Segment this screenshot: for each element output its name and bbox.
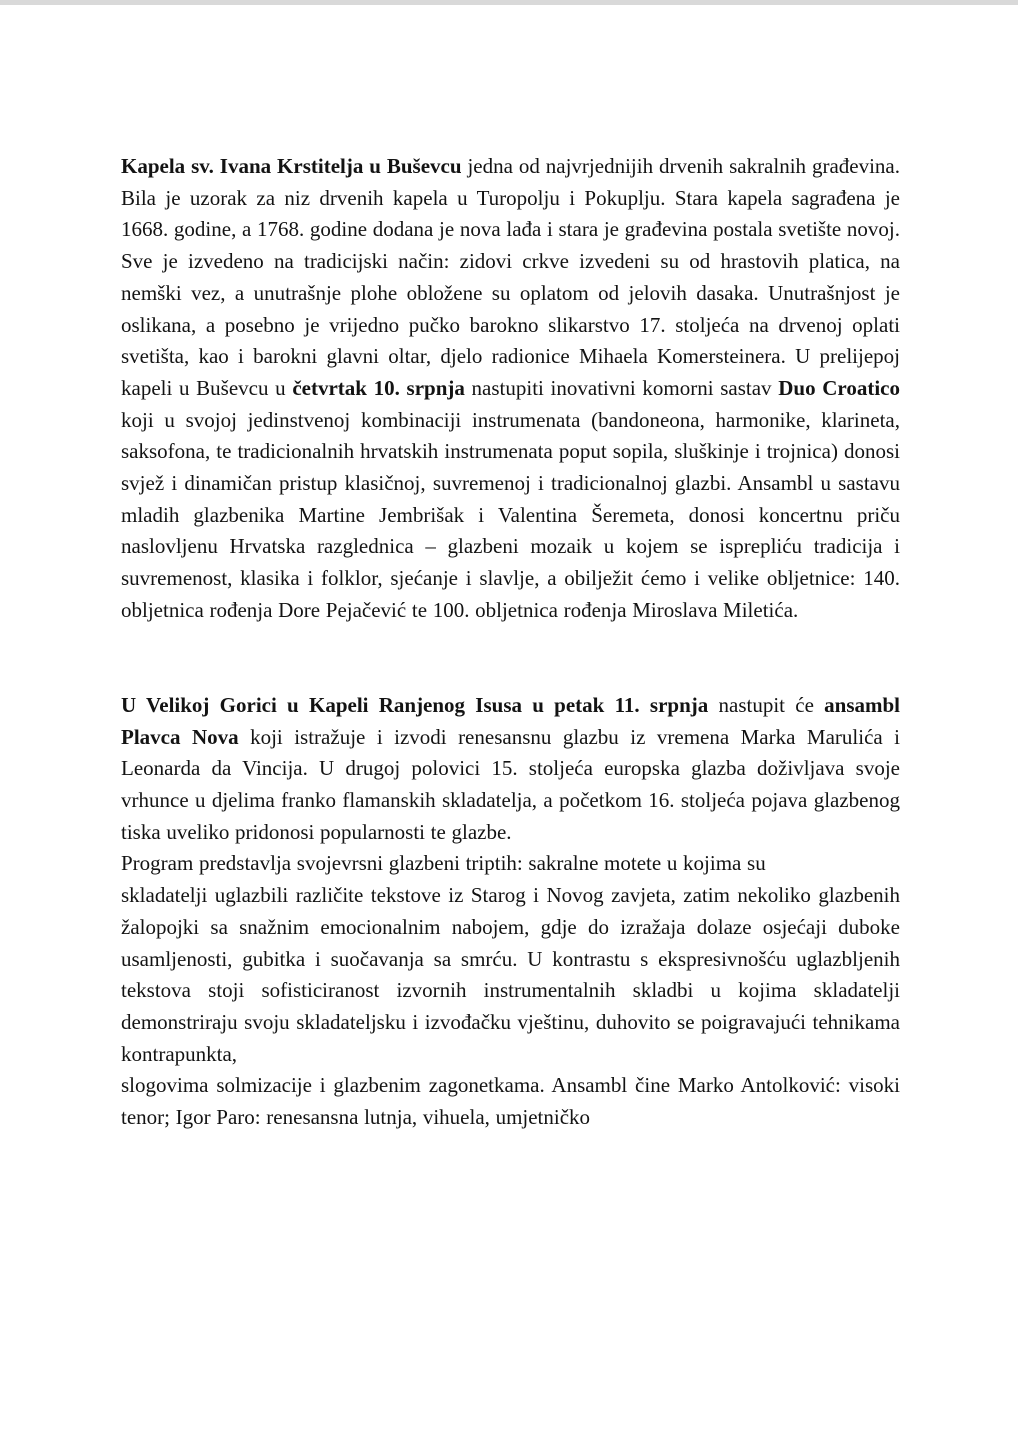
- window-top-edge: [0, 0, 1018, 5]
- text-run: koji istražuje i izvodi renesansnu glazbu iz vremena Marka Marulića i Leonarda da Vincija. U drugoj polovici 15. stoljeća europska glazba doživljava svoje vrhunce u djelima franko flamanskih skladatelja, a početkom 16. stoljeća pojava glazbenog tiska uveliko pridonosi popularnosti te glazbe.: [121, 724, 901, 844]
- text-run-bold: ansambl Plavca Nova: [121, 692, 900, 749]
- text-run-bold: Kapela sv. Ivana Krstitelja u Buševcu: [121, 154, 462, 178]
- paragraph-kapela-busevcu: [121, 151, 900, 627]
- text-run: skladatelji uglazbili različite tekstove iz Starog i Novog zavjeta, zatim nekoliko glazbenih žalopojki sa snažnim emocionalnim nabojem, gdje do izražaja dolaze osjećaji duboke usamljenosti, gubitka i suočavanja sa smrću. U kontrastu s ekspresivnošću uglazbljenih tekstova stoji sofisticiranost izvornih instrumentalnih skladbi u kojima skladatelji demonstriraju svoju skladateljsku i izvođačku vještinu, duhovito se poigravajući tehnikama kontrapunkta,: [121, 883, 900, 1066]
- document-text: [121, 151, 900, 1134]
- text-run: nastupiti inovativni komorni sastav: [464, 375, 779, 400]
- text-run-bold: U Velikoj Gorici u Kapeli Ranjenog Isusa u petak 11. srpnja: [121, 692, 709, 717]
- text-run: jedna od najvrjednijih drvenih sakralnih građevina. Bila je uzorak za niz drvenih kapela u Turopolju i Pokuplju. Stara kapela sagrađena je 1668. godine, a 1768. godine dodana je nova lađa i stara je građevina postala svetište novoj. Sve je izvedeno na tradicijski način: zidovi crkve izvedeni su od hrastovih platica, na nemški vez, a unutrašnje plohe obložene su oplatom od jelovih dasaka. Unutrašnjost je oslikana, a posebno je vrijedno pučko barokno slikarstvo 17. stoljeća na drvenoj oplati svetišta, kao i barokni glavni oltar, djelo radionice Mihaela Komersteinera. U prelijepoj kapeli u Buševcu u: [121, 154, 901, 400]
- text-run: koji u svojoj jedinstvenoj kombinaciji instrumenata (bandoneona, harmonike, klarineta, saksofona, te tradicionalnih hrvatskih instrumenata poput sopila, sluškinje i trojnica) donosi svjež i dinamičan pristup klasičnoj, suvremenoj i tradicionalnoj glazbi. Ansambl u sastavu mladih glazbenika Martine Jembrišak i Valentina Šeremeta, donosi koncertnu priču naslovljenu Hrvatska razglednica – glazbeni mozaik u kojem se isprepliću tradicija i suvremenost, klasika i folklor, sjećanje i slavlje, a obilježit ćemo i velike obljetnice: 140. obljetnica rođenja Dore Pejačević te 100. obljetnica rođenja Miroslava Miletića.: [121, 407, 900, 622]
- text-run: slogovima solmizacije i glazbenim zagonetkama. Ansambl čine Marko Antolković: visoki tenor; Igor Paro: renesansna lutnja, vihuela, umjetničko: [121, 1073, 900, 1130]
- paragraph-velika-gorica: [121, 690, 900, 1134]
- text-run: nastupit će: [708, 692, 825, 717]
- text-run-bold: četvrtak 10. srpnja: [292, 375, 465, 400]
- text-run-bold: Duo Croatico: [778, 375, 900, 400]
- text-run: Program predstavlja svojevrsni glazbeni triptih: sakralne motete u kojima su: [121, 851, 766, 876]
